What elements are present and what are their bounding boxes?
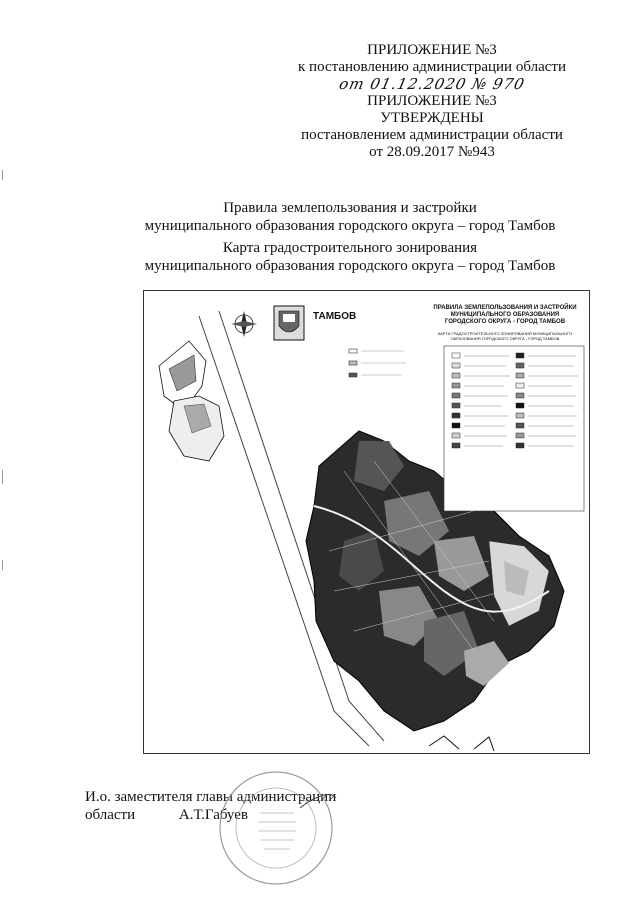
margin-mark [2,560,3,570]
signatory-position-region: области [85,807,136,823]
appendix-decree-ref: к постановлению администрации области [298,59,566,75]
handwritten-date-number: от 01.12.2020 № 970 [337,75,527,93]
decree-date-number: от 28.09.2017 №943 [369,144,495,160]
appendix-number-2: ПРИЛОЖЕНИЕ №3 [367,93,497,109]
appendix-header [282,42,582,161]
margin-mark [2,470,3,484]
approved-label: УТВЕРЖДЕНЫ [380,110,484,126]
map-title-block [110,239,590,275]
coat-of-arms-icon [274,306,304,340]
margin-mark [2,170,3,180]
rules-title-line1: Правила землепользования и застройки [223,200,477,216]
zoning-map [143,290,590,754]
rules-title-line2: муниципального образования городского округа – город Тамбов [144,218,556,234]
approved-by-decree: постановлением администрации области [301,127,563,143]
map-title-line1: Карта градостроительного зонирования [222,240,478,256]
signatory-position: И.о. заместителя главы администрации [85,789,337,805]
rules-title [110,199,590,235]
appendix-number: ПРИЛОЖЕНИЕ №3 [367,42,497,58]
map-legend-title: ПРАВИЛА ЗЕМЛЕПОЛЬЗОВАНИЯ И ЗАСТРОЙКИ МУНИЦИПАЛЬНОГО ОБРАЗОВАНИЯ ГОРОДСКОГО ОКРУГА - ГОРОД ТАМБОВ [433,305,577,325]
map-title-line2: муниципального образования городского округа – город Тамбов [144,258,556,274]
zoning-map-graphic [144,291,589,753]
map-legend-subtitle: КАРТА ГРАДОСТРОИТЕЛЬНОГО ЗОНИРОВАНИЯ МУНИЦИПАЛЬНОГО ОБРАЗОВАНИЯ ГОРОДСКОГО ОКРУГА - ГОРОД ТАМБОВ [437,331,573,341]
official-seal-stamp [212,768,340,888]
compass-rose-icon [231,311,257,337]
map-city-label: ТАМБОВ [313,311,357,322]
signatory-name: А.Т.Габуев [178,807,248,823]
